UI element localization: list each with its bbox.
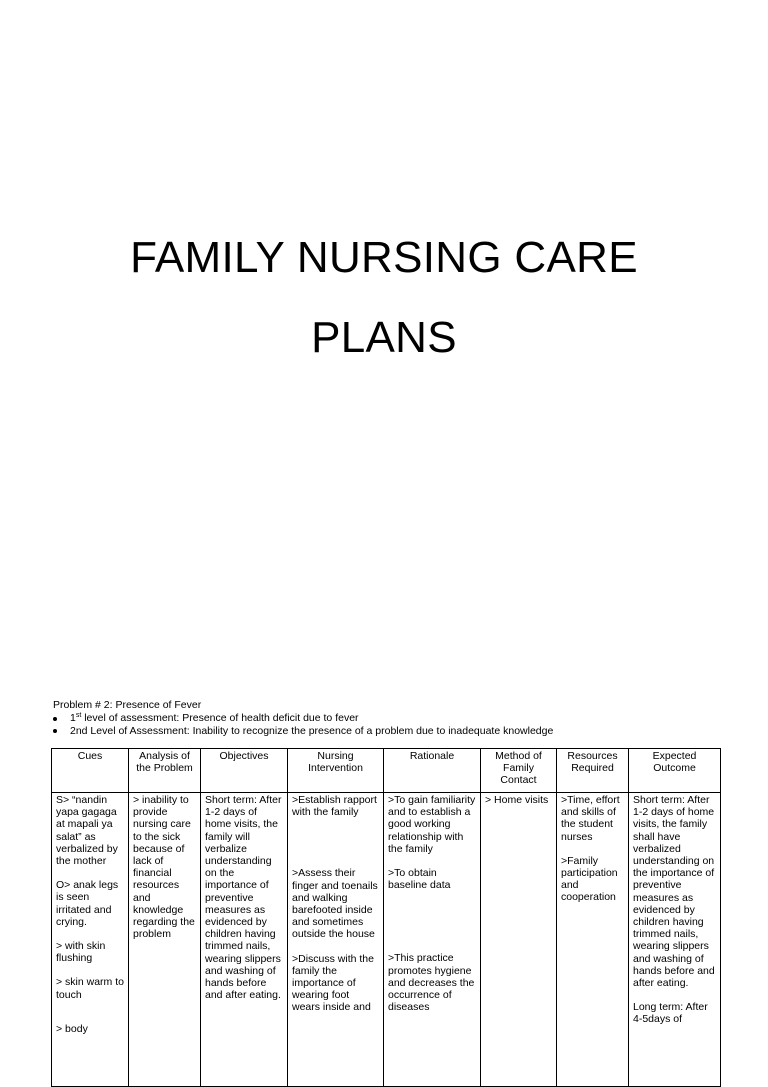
header-analysis: Analysis of the Problem (129, 749, 201, 793)
resources-cell (557, 793, 629, 1087)
analysis-cell (129, 793, 201, 1087)
header-resources: Resources Required (557, 749, 629, 793)
intervention-cell (288, 793, 384, 1087)
intervention-assess: >Assess their finger and toenails and walking barefooted inside and sometimes outside the house (292, 867, 378, 941)
header-rationale: Rationale (384, 749, 481, 793)
header-nursing-intervention: Nursing Intervention (288, 749, 384, 793)
intervention-discuss: >Discuss with the family the importance of wearing foot wears inside and (292, 952, 374, 1014)
cues-cell (52, 793, 129, 1087)
table-header-row (52, 749, 721, 793)
assessment-list (53, 712, 553, 737)
resource-time: >Time, effort and skills of the student nurses (561, 794, 620, 843)
header-cues: Cues (52, 749, 129, 793)
cue-skin-flushing: > with skin flushing (56, 940, 106, 965)
resource-family: >Family participation and cooperation (561, 854, 618, 904)
analysis-text: > inability to provide nursing care to the sick because of lack of financial resources and knowledge regarding the problem (133, 794, 195, 941)
assessment-item-first-level (53, 712, 553, 725)
rationale-baseline: >To obtain baseline data (388, 867, 451, 892)
rationale-hygiene: >This practice promotes hygiene and decreases the occurrence of diseases (388, 952, 475, 1014)
assessment-level-ordinal: st (75, 712, 82, 719)
intervention-rapport: >Establish rapport with the family (292, 794, 377, 819)
assessment-item-second-level (53, 725, 553, 738)
outcome-cell (629, 793, 721, 1087)
assessment-item-text: 2nd Level of Assessment: Inability to recognize the presence of a problem due to inadequate knowledge (70, 724, 554, 737)
assessment-item-text: level of assessment: Presence of health deficit due to fever (81, 712, 359, 724)
header-method-of-contact: Method of Family Contact (481, 749, 557, 793)
cue-skin-warm: > skin warm to touch (56, 976, 124, 1001)
bullet-icon (53, 717, 57, 721)
outcome-short-term: Short term: After 1-2 days of home visits, the family shall have verbalized understanding on the importance of preventive measures as evidenced by children having trimmed nails, wearing slippers and washing of hands before and after eating. (633, 794, 715, 990)
cue-body: > body (56, 1022, 88, 1035)
bullet-icon (53, 729, 57, 733)
problem-heading: Problem # 2: Presence of Fever (53, 699, 202, 711)
header-expected-outcome: Expected Outcome (629, 749, 721, 793)
rationale-cell (384, 793, 481, 1087)
cue-subjective: S> “nandin yapa gagaga at mapali ya salat” as verbalized by the mother (56, 794, 118, 868)
header-objectives: Objectives (201, 749, 288, 793)
objective-short-term: Short term: After 1-2 days of home visits, the family will verbalize understanding on the importance of preventive measures as evidenced by children having trimmed nails, wearing slippers and washing of hands before and after eating. (205, 794, 282, 1002)
method-cell (481, 793, 557, 1087)
assessment-level-number: 1 (70, 712, 76, 724)
rationale-familiarity: >To gain familiarity and to establish a good working relationship with the family (388, 794, 476, 855)
outcome-long-term: Long term: After 4-5days of (633, 1001, 708, 1026)
objectives-cell (201, 793, 288, 1087)
cue-objective: O> anak legs is seen irritated and crying. (56, 879, 119, 928)
nursing-care-plan-table (51, 748, 721, 1087)
table-row (52, 793, 721, 1087)
document-title-line2: PLANS (311, 313, 457, 362)
method-home-visits: > Home visits (485, 794, 549, 806)
document-title-line1: FAMILY NURSING CARE (130, 233, 638, 282)
